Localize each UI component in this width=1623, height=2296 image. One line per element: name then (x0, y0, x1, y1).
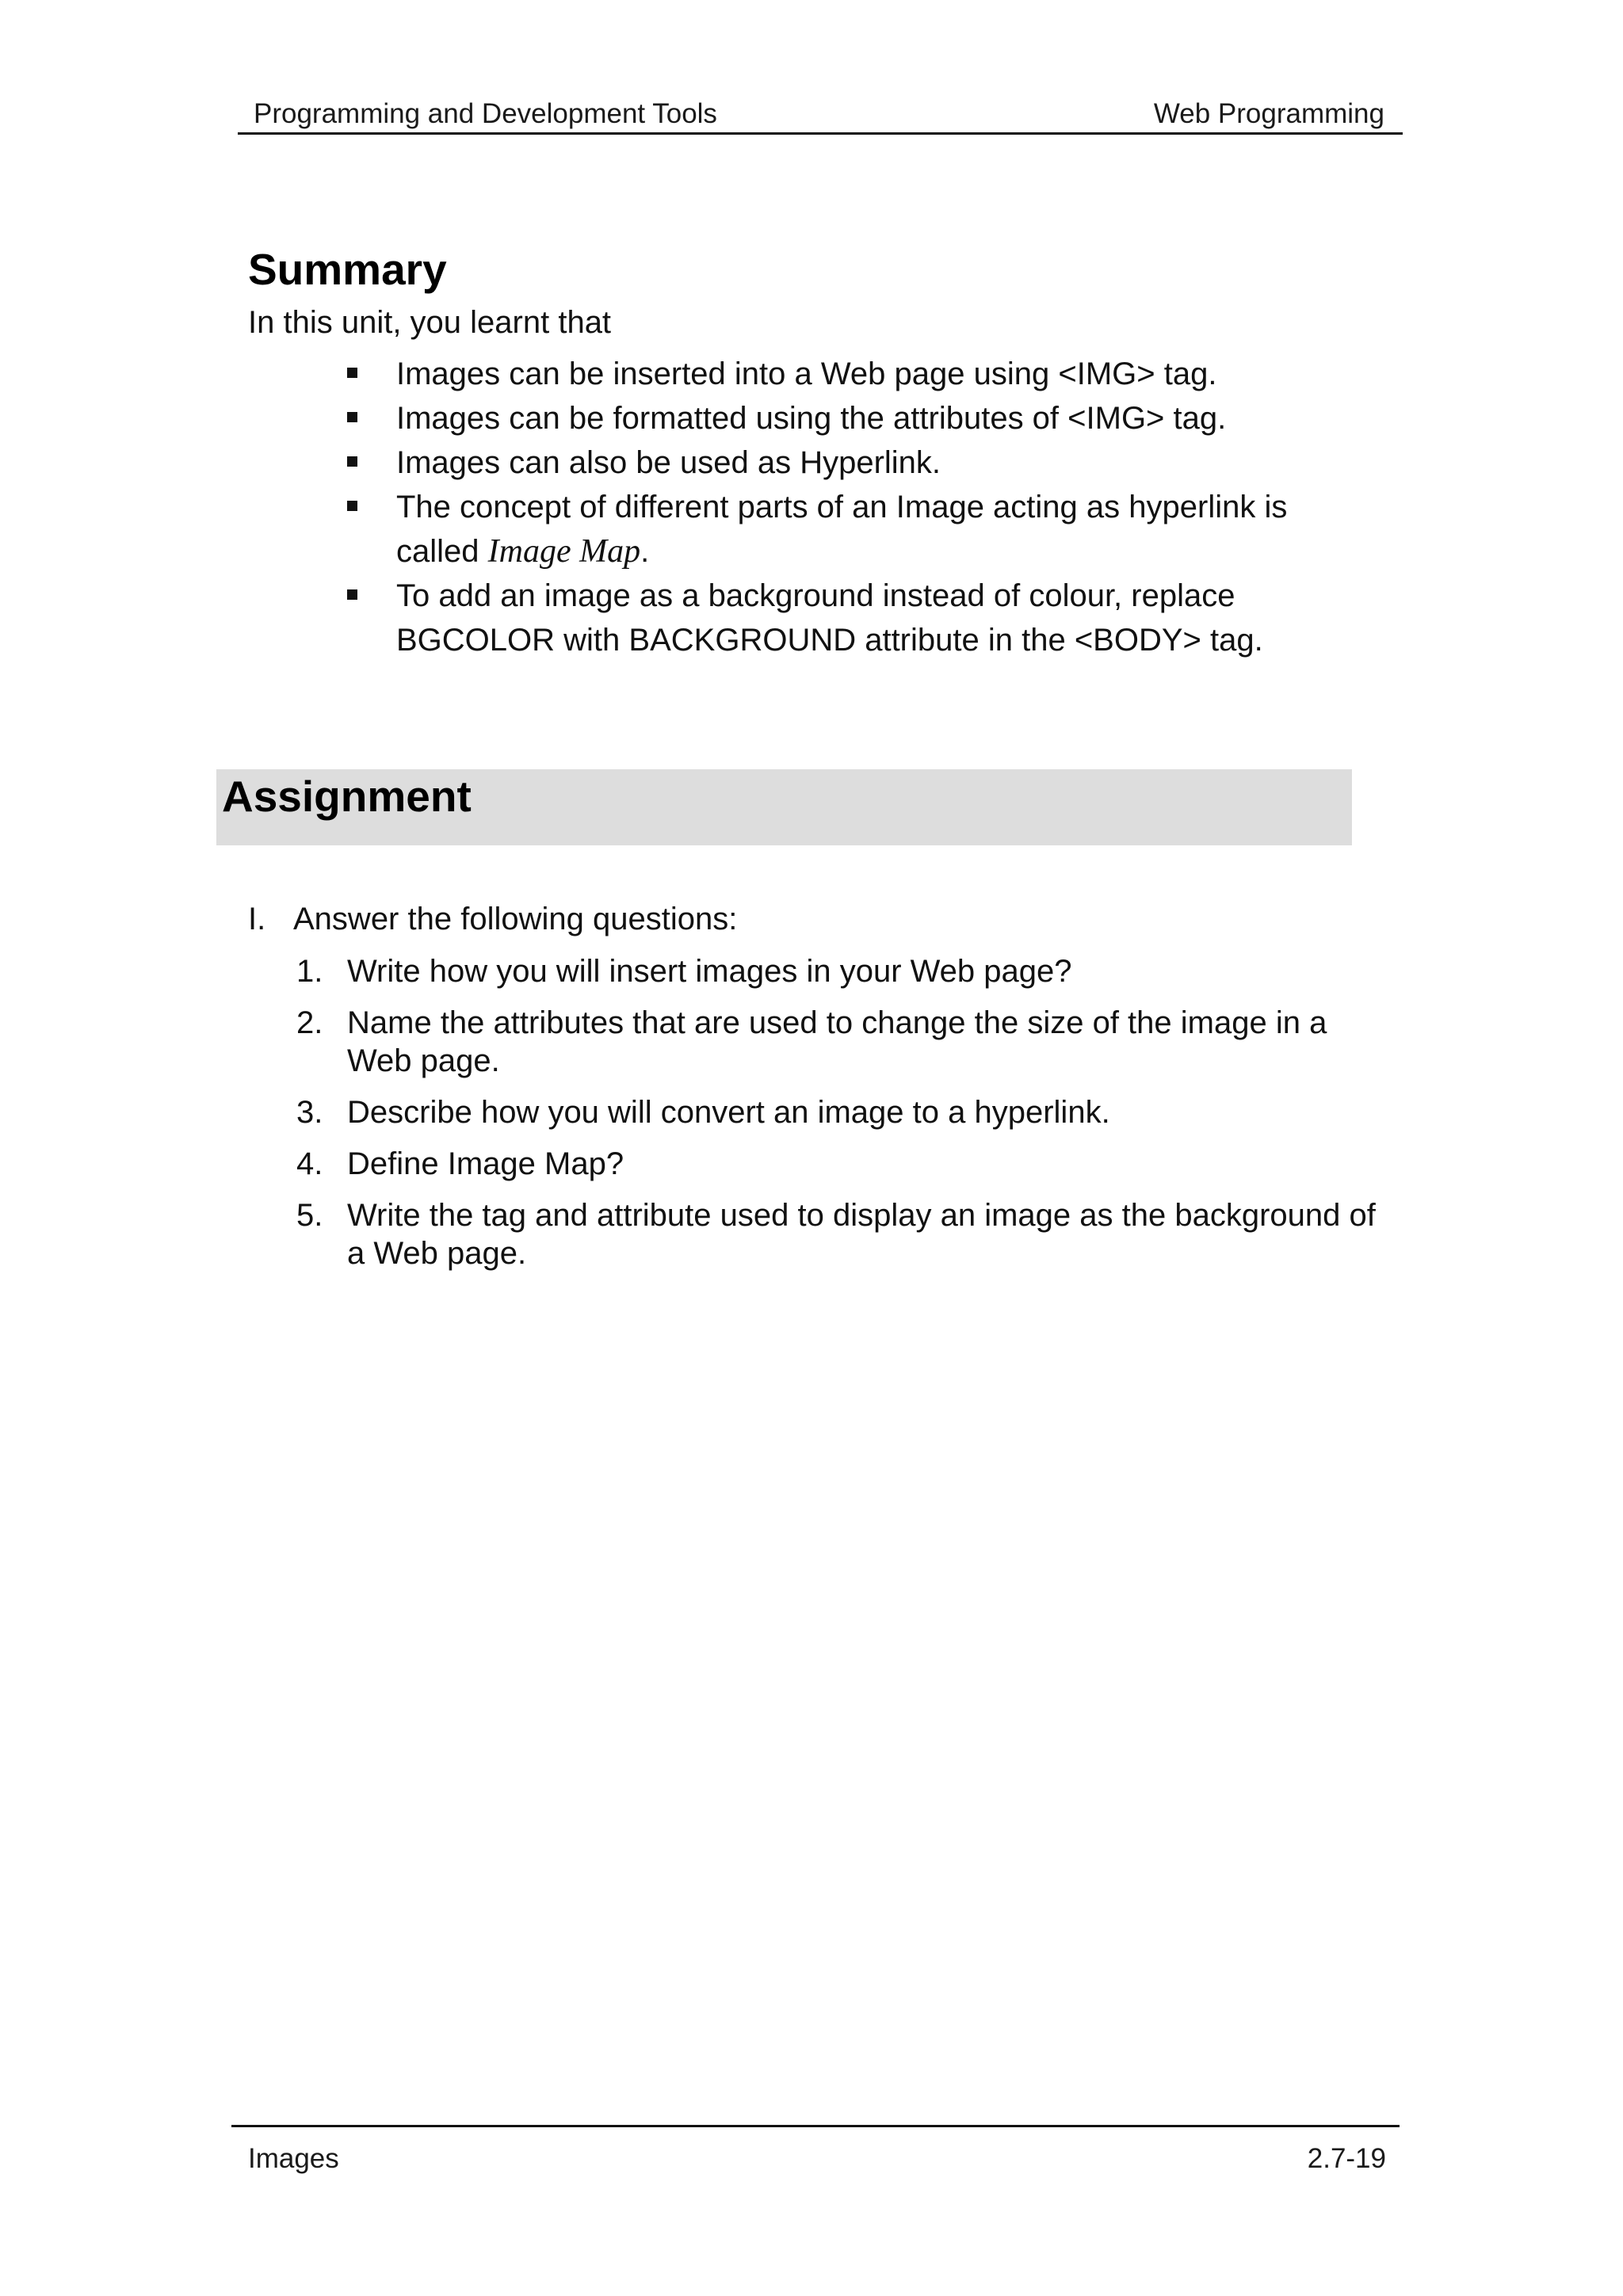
summary-bullet (347, 574, 1377, 662)
summary-bullet-list (347, 352, 1377, 662)
summary-bullet-text: Images can also be used as Hyperlink. (396, 445, 941, 480)
question-number: 4. (296, 1146, 323, 1181)
section-instruction: Answer the following questions: (293, 902, 738, 936)
summary-bullet-text (396, 490, 1287, 569)
summary-bullet (347, 352, 1377, 396)
running-header-title: Programming and Development Tools (254, 98, 717, 129)
question-number: 2. (296, 1005, 323, 1040)
summary-bullet-text: Images can be formatted using the attributes of <IMG> tag. (396, 401, 1227, 436)
question-text: Define Image Map? (347, 1146, 624, 1181)
page-number: 2.7-19 (1307, 2143, 1386, 2174)
question-text: Write the tag and attribute used to display an image as the background of a Web page. (347, 1198, 1376, 1271)
summary-intro: In this unit, you learnt that (248, 305, 612, 340)
question-item (296, 1145, 1390, 1183)
question-list (296, 952, 1390, 1286)
header-divider (238, 132, 1403, 135)
question-text: Describe how you will convert an image to a hyperlink. (347, 1095, 1110, 1130)
question-item (296, 1004, 1390, 1080)
question-text: Name the attributes that are used to change the size of the image in a Web page. (347, 1005, 1327, 1078)
assignment-heading: Assignment (222, 772, 472, 821)
summary-bullet (347, 485, 1377, 574)
square-bullet-icon (347, 368, 357, 378)
question-number: 1. (296, 954, 323, 989)
summary-bullet-text-before: The concept of different parts of an Image acting as hyperlink is called (396, 490, 1288, 569)
question-number: 5. (296, 1198, 323, 1233)
question-item (296, 1196, 1390, 1272)
summary-bullet-text: To add an image as a background instead of colour, replace BGCOLOR with BACKGROUND attribute in the <BODY> tag. (396, 578, 1263, 658)
square-bullet-icon (347, 456, 357, 467)
footer-divider (231, 2125, 1400, 2127)
running-footer-chapter: Images (248, 2143, 339, 2174)
question-item (296, 952, 1390, 990)
square-bullet-icon (347, 412, 357, 422)
question-text: Write how you will insert images in your Web page? (347, 954, 1072, 989)
summary-bullet-text-after: . (640, 534, 650, 569)
question-item (296, 1093, 1390, 1131)
square-bullet-icon (347, 501, 357, 511)
summary-heading: Summary (248, 245, 447, 294)
summary-bullet (347, 396, 1377, 441)
image-map-term: Image Map (487, 533, 641, 570)
question-number: 3. (296, 1095, 323, 1130)
summary-bullet (347, 441, 1377, 485)
summary-bullet-text: Images can be inserted into a Web page using <IMG> tag. (396, 357, 1217, 391)
square-bullet-icon (347, 589, 357, 600)
running-header-section: Web Programming (1153, 98, 1384, 129)
section-number: I. (248, 902, 266, 936)
